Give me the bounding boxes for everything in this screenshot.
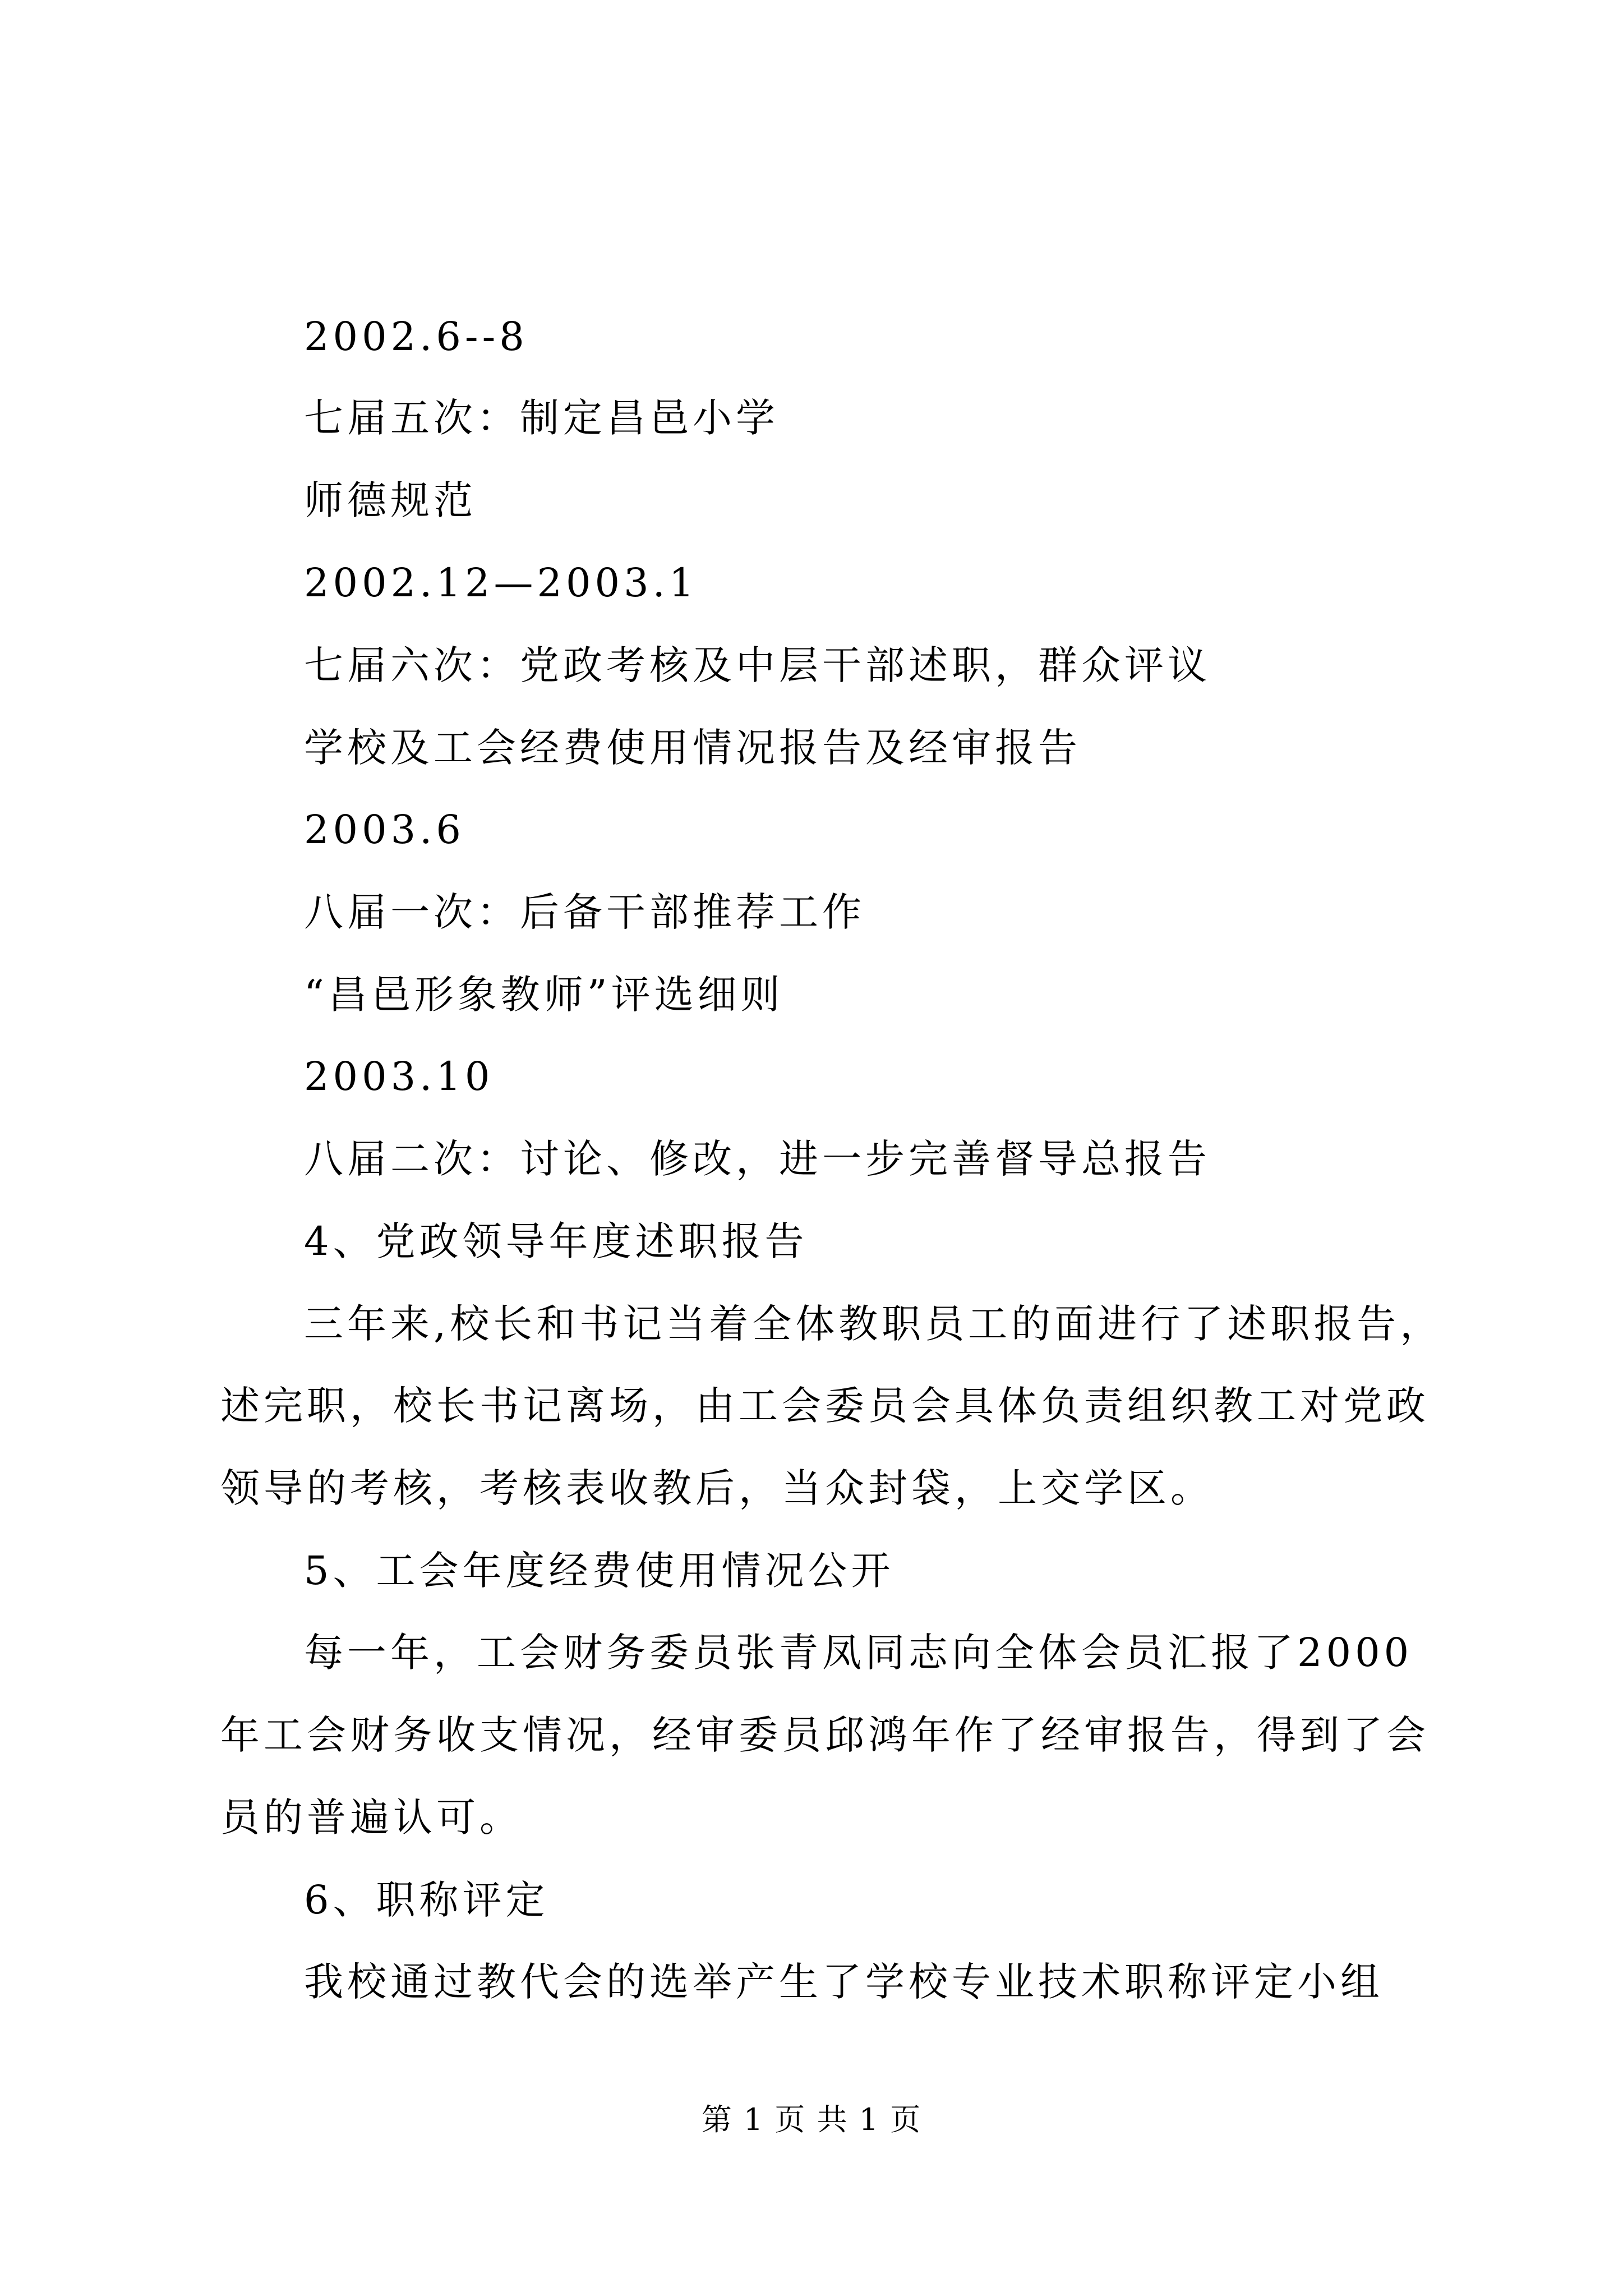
paragraph-line: 年工会财务收支情况，经审委员邱鸿年作了经审报告，得到了会 [220,1712,1430,1758]
paragraph-line: 领导的考核，考核表收教后，当众封袋，上交学区。 [220,1465,1214,1511]
paragraph-line: 三年来,校长和书记当着全体教职员工的面进行了述职报告， [304,1301,1444,1347]
text-line: 七届五次：制定昌邑小学 [304,395,779,441]
text-line: 八届二次：讨论、修改，进一步完善督导总报告 [304,1136,1211,1182]
paragraph-line: 述完职，校长书记离场，由工会委员会具体负责组织教工对党政 [220,1383,1430,1429]
text-line: 2003.6 [304,807,465,853]
section-heading: 6、职称评定 [304,1877,549,1923]
paragraph-line: 员的普遍认可。 [220,1795,523,1841]
page-footer: 第 1 页 共 1 页 [701,2102,922,2137]
text-line: 八届一次：后备干部推荐工作 [304,889,865,935]
text-line: “昌邑形象教师”评选细则 [304,972,784,1018]
text-line: 七届六次：党政考核及中层干部述职，群众评议 [304,642,1211,688]
section-heading: 4、党政领导年度述职报告 [304,1218,808,1264]
paragraph-line: 我校通过教代会的选举产生了学校专业技术职称评定小组 [304,1959,1384,2005]
section-heading: 5、工会年度经费使用情况公开 [304,1548,895,1594]
text-line: 学校及工会经费使用情况报告及经审报告 [304,725,1081,771]
text-line: 2003.10 [304,1053,494,1099]
text-line: 2002.12—2003.1 [304,560,698,606]
text-line: 师德规范 [304,477,477,523]
text-line: 2002.6--8 [304,314,528,360]
paragraph-line: 每一年，工会财务委员张青凤同志向全体会员汇报了2000 [304,1630,1413,1676]
